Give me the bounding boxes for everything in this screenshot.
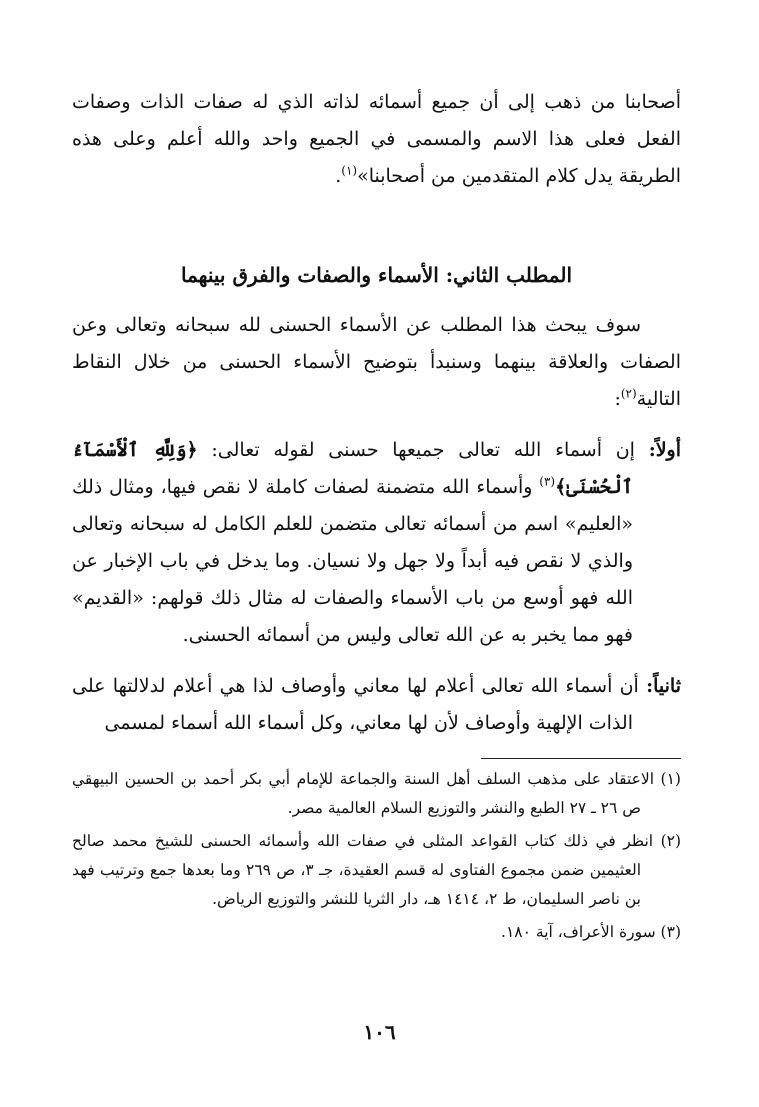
point-second-lead: ثانياً:: [646, 675, 681, 697]
point-first-lead: أولاً:: [648, 439, 681, 461]
footnotes: [72, 765, 681, 947]
point-first-before-quote: إن أسماء الله تعالى جميعها حسنى لقوله تعالى:: [211, 439, 635, 461]
footnote-number: (١): [660, 770, 681, 788]
intro-text: أصحابنا من ذهب إلى أن جميع أسمائه لذاته الذي له صفات الذات وصفات الفعل فعلى هذا الاسم والمسمى في الجميع واحد والله أعلم وعلى هذه الطريقة يدل كلام المتقدمين من أصحابنا»: [72, 91, 681, 187]
section-opening: [72, 307, 681, 418]
footnote-separator: [481, 758, 681, 759]
footnote-ref-2[interactable]: (٢): [620, 386, 637, 401]
footnote-text: الاعتقاد على مذهب السلف أهل السنة والجماعة للإمام أبي بكر أحمد بن الحسين البيهقي ص ٢٦ ـ ٢٧ الطبع والنشر والتوزيع السلام العالمية مصر.: [72, 770, 655, 817]
footnote-number: (٣): [660, 923, 681, 941]
page-body: [72, 84, 681, 1107]
footnote-text: انظر في ذلك كتاب القواعد المثلى في صفات الله وأسمائه الحسنى للشيخ محمد صالح العثيمين ضمن مجموع الفتاوى له قسم العقيدة، جـ ٣، ص ٢٦٩ وما بعدها جمع وترتيب فهد بن ناصر السليمان، ط ٢، ١٤١٤ هـ، دار الثريا للنشر والتوزيع الرياض.: [72, 832, 654, 908]
footnote-3: [72, 918, 681, 947]
intro-paragraph: [72, 84, 681, 195]
footnote-ref-3[interactable]: (٣): [539, 474, 556, 489]
footnote-ref-1[interactable]: (١): [341, 163, 358, 178]
footnote-number: (٢): [660, 832, 682, 850]
footnote-2: [72, 827, 681, 914]
page-number: ١٠٦: [363, 1020, 396, 1044]
intro-end: .: [335, 165, 342, 187]
point-second-body: أن أسماء الله تعالى أعلام لها معاني وأوصاف لذا هي أعلام لدلالتها على الذات الإلهية وأوصاف لأن لها معاني، وكل أسماء الله أسماء لمسمى: [72, 675, 639, 734]
footnote-1: [72, 765, 681, 823]
section-heading: المطلب الثاني: الأسماء والصفات والفرق بينهما: [180, 263, 573, 287]
quran-verse: ﴿وَلِلَّهِ ٱلْأَسْمَآءُ ٱلْحُسْنَىٰ﴾: [72, 439, 634, 498]
section-opening-text: سوف يبحث هذا المطلب عن الأسماء الحسنى لله سبحانه وتعالى وعن الصفات والعلاقة بينهما وسنبدأ بتوضيح الأسماء الحسنى من خلال النقاط التالية: [72, 314, 681, 410]
footnote-text: سورة الأعراف، آية ١٨٠.: [501, 923, 656, 941]
point-first: [72, 432, 681, 654]
section-opening-end: :: [614, 388, 621, 410]
point-second: [72, 668, 681, 742]
point-first-body: وأسماء الله متضمنة لصفات كاملة لا نقص فيها، ومثال ذلك «العليم» اسم من أسمائه تعالى متضمن للعلم الكامل له سبحانه وتعالى والذي لا نقص فيه أبداً ولا جهل ولا نسيان. وما يدخل في باب الإخبار عن الله فهو أوسع من باب الأسماء والصفات له مثال ذلك قولهم: «القديم» فهو مما يخبر به عن الله تعالى وليس من أسمائه الحسنى.: [72, 476, 633, 646]
